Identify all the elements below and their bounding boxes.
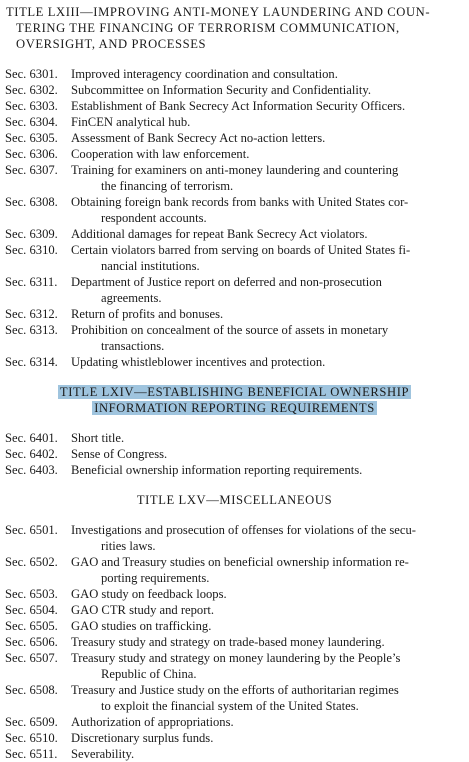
section-number: Sec. 6312.: [5, 307, 58, 321]
section-title-continuation: transactions.: [101, 339, 165, 353]
section-number: Sec. 6307.: [5, 163, 58, 177]
section-number: Sec. 6401.: [5, 431, 58, 445]
toc-entry: [0, 130, 469, 146]
title-lxiii-section-list: [0, 66, 469, 370]
title-lxiv-heading: [0, 384, 469, 416]
toc-entry: [0, 430, 469, 446]
toc-entry: [0, 682, 469, 714]
section-title: Additional damages for repeat Bank Secrecy Act violators.: [71, 227, 368, 241]
section-title-continuation: to exploit the financial system of the United States.: [101, 699, 359, 713]
section-title-continuation: Republic of China.: [101, 667, 197, 681]
toc-entry: [0, 746, 469, 762]
section-number: Sec. 6504.: [5, 603, 58, 617]
toc-entry: [0, 194, 469, 226]
section-title-continuation: respondent accounts.: [101, 211, 207, 225]
toc-entry: [0, 586, 469, 602]
section-title: Prohibition on concealment of the source of assets in monetary: [71, 323, 389, 337]
section-number: Sec. 6508.: [5, 683, 58, 697]
toc-entry: [0, 226, 469, 242]
title-lxiii-heading: [6, 4, 463, 52]
section-number: Sec. 6314.: [5, 355, 58, 369]
title-lxiii-line-3: OVERSIGHT, AND PROCESSES: [16, 37, 207, 51]
section-title: GAO and Treasury studies on beneficial ownership information re-: [71, 555, 409, 569]
section-title: Return of profits and bonuses.: [71, 307, 224, 321]
toc-entry: [0, 650, 469, 682]
title-lxiv-section-list: [0, 430, 469, 478]
toc-entry: [0, 274, 469, 306]
section-number: Sec. 6306.: [5, 147, 58, 161]
section-number: Sec. 6305.: [5, 131, 58, 145]
section-title: Department of Justice report on deferred and non-prosecution: [71, 275, 382, 289]
section-number: Sec. 6506.: [5, 635, 58, 649]
toc-entry: [0, 114, 469, 130]
section-title: Treasury study and strategy on money laundering by the People’s: [71, 651, 401, 665]
section-number: Sec. 6509.: [5, 715, 58, 729]
toc-entry: [0, 602, 469, 618]
toc-entry: [0, 66, 469, 82]
toc-entry: [0, 730, 469, 746]
section-title: GAO study on feedback loops.: [71, 587, 227, 601]
toc-entry: [0, 462, 469, 478]
toc-entry: [0, 522, 469, 554]
toc-entry: [0, 554, 469, 586]
toc-entry: [0, 354, 469, 370]
section-title: Cooperation with law enforcement.: [71, 147, 250, 161]
toc-entry: [0, 446, 469, 462]
section-title: GAO CTR study and report.: [71, 603, 215, 617]
section-number: Sec. 6507.: [5, 651, 58, 665]
section-title: Treasury study and strategy on trade-based money laundering.: [71, 635, 385, 649]
title-lxiii-line-2: TERING THE FINANCING OF TERRORISM COMMUNICATION,: [16, 21, 400, 35]
section-number: Sec. 6403.: [5, 463, 58, 477]
section-title: Assessment of Bank Secrecy Act no-action letters.: [71, 131, 326, 145]
section-title-continuation: porting requirements.: [101, 571, 210, 585]
toc-entry: [0, 162, 469, 194]
section-number: Sec. 6303.: [5, 99, 58, 113]
section-title: FinCEN analytical hub.: [71, 115, 191, 129]
section-title: Establishment of Bank Secrecy Act Information Security Officers.: [71, 99, 406, 113]
section-number: Sec. 6502.: [5, 555, 58, 569]
toc-entry: [0, 98, 469, 114]
title-lxv-section-list: [0, 522, 469, 762]
section-number: Sec. 6505.: [5, 619, 58, 633]
section-number: Sec. 6511.: [5, 747, 58, 761]
toc-entry: [0, 306, 469, 322]
section-number: Sec. 6313.: [5, 323, 58, 337]
section-number: Sec. 6402.: [5, 447, 58, 461]
toc-entry: [0, 714, 469, 730]
section-number: Sec. 6501.: [5, 523, 58, 537]
section-title-continuation: the financing of terrorism.: [101, 179, 234, 193]
title-lxiii-line-1: TITLE LXIII—IMPROVING ANTI-MONEY LAUNDERING AND COUN-: [6, 5, 431, 19]
section-title: Subcommittee on Information Security and Confidentiality.: [71, 83, 371, 97]
section-title-continuation: agreements.: [101, 291, 162, 305]
toc-entry: [0, 242, 469, 274]
section-title: Discretionary surplus funds.: [71, 731, 214, 745]
section-title: Updating whistleblower incentives and protection.: [71, 355, 326, 369]
section-number: Sec. 6301.: [5, 67, 58, 81]
section-title: Beneficial ownership information reporting requirements.: [71, 463, 363, 477]
section-title: Obtaining foreign bank records from banks with United States cor-: [71, 195, 409, 209]
section-number: Sec. 6510.: [5, 731, 58, 745]
toc-entry: [0, 146, 469, 162]
section-number: Sec. 6308.: [5, 195, 58, 209]
section-title: Improved interagency coordination and consultation.: [71, 67, 338, 81]
title-lxv-line-1: TITLE LXV—MISCELLANEOUS: [136, 493, 333, 507]
section-title: Sense of Congress.: [71, 447, 168, 461]
toc-entry: [0, 322, 469, 354]
section-number: Sec. 6309.: [5, 227, 58, 241]
section-number: Sec. 6310.: [5, 243, 58, 257]
toc-entry: [0, 618, 469, 634]
title-lxiv-line-2: INFORMATION REPORTING REQUIREMENTS: [94, 401, 375, 415]
section-number: Sec. 6304.: [5, 115, 58, 129]
section-title: Certain violators barred from serving on boards of United States fi-: [71, 243, 411, 257]
toc-entry: [0, 82, 469, 98]
section-title: Short title.: [71, 431, 125, 445]
section-title-continuation: rities laws.: [101, 539, 156, 553]
section-number: Sec. 6311.: [5, 275, 58, 289]
section-title: Authorization of appropriations.: [71, 715, 234, 729]
section-title: GAO studies on trafficking.: [71, 619, 212, 633]
section-title: Treasury and Justice study on the efforts of authoritarian regimes: [71, 683, 399, 697]
section-title: Severability.: [71, 747, 135, 761]
section-number: Sec. 6302.: [5, 83, 58, 97]
document-page: [0, 4, 469, 759]
title-lxv-heading: [0, 492, 469, 508]
section-number: Sec. 6503.: [5, 587, 58, 601]
section-title-continuation: nancial institutions.: [101, 259, 200, 273]
title-lxiv-line-1: TITLE LXIV—ESTABLISHING BENEFICIAL OWNERSHIP: [59, 385, 410, 399]
section-title: Training for examiners on anti-money laundering and countering: [71, 163, 399, 177]
section-title: Investigations and prosecution of offenses for violations of the secu-: [71, 523, 416, 537]
toc-entry: [0, 634, 469, 650]
